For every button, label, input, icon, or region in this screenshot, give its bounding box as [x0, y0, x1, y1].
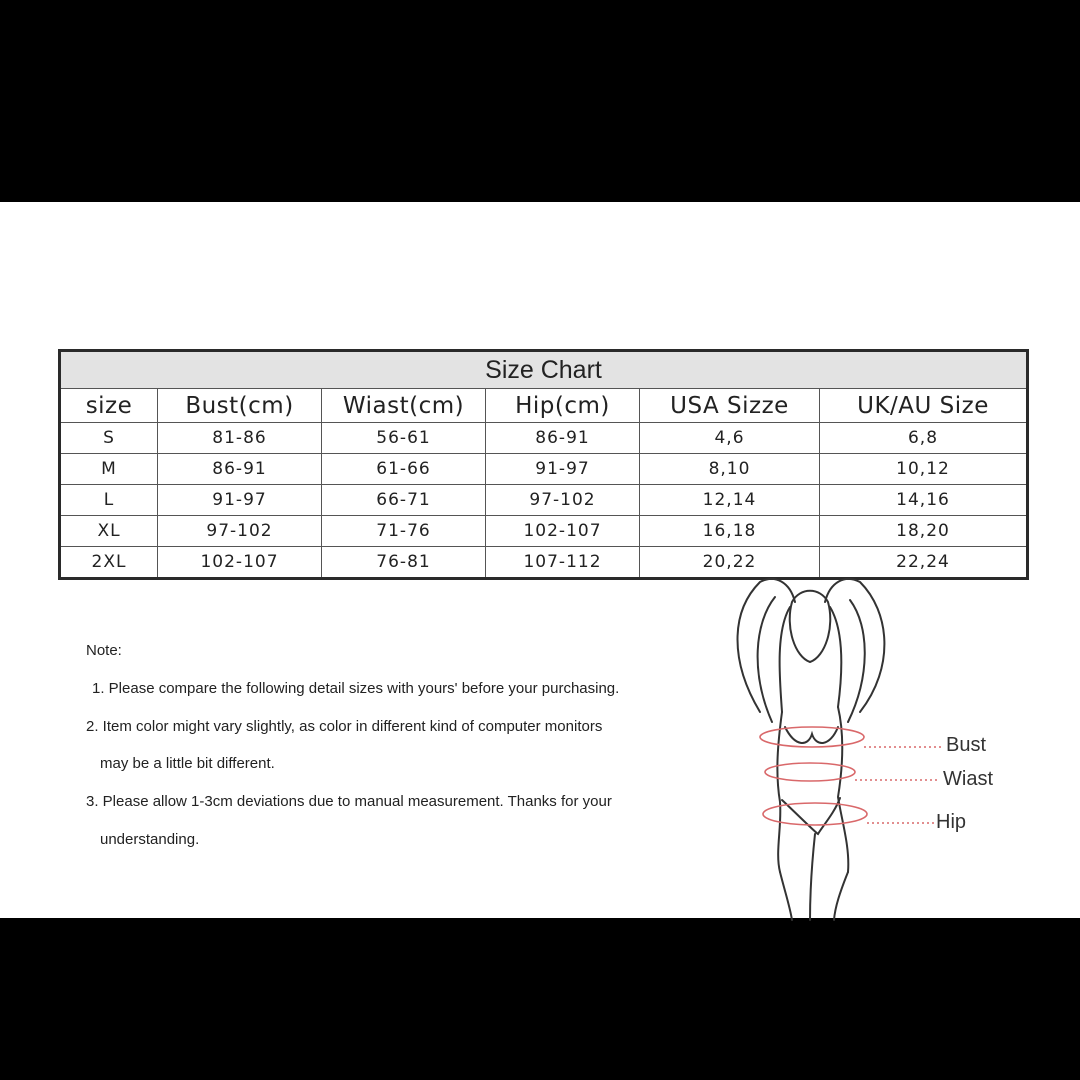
size-chart-table	[58, 349, 1029, 580]
cell-size: M	[60, 454, 158, 485]
hip-measure-ellipse	[763, 803, 867, 825]
bikini-top	[785, 727, 838, 743]
cell-hip: 86-91	[486, 423, 640, 454]
table-title-row	[60, 351, 1028, 389]
legs-outline	[780, 834, 848, 920]
cell-bust: 102-107	[158, 547, 322, 579]
right-arm-inner	[848, 600, 865, 722]
waist-label: Wiast	[943, 768, 993, 790]
header-uk-au-size: UK/AU Size	[820, 389, 1028, 423]
table-row	[60, 454, 1028, 485]
hip-label: Hip	[936, 811, 967, 833]
cell-uk-au-size: 14,16	[820, 485, 1028, 516]
notes-heading: Note:	[86, 642, 122, 659]
note-item-3-continued: understanding.	[100, 831, 200, 848]
cell-waist: 76-81	[322, 547, 486, 579]
note-item-1: 1. Please compare the following detail sizes with yours' before your purchasing.	[92, 680, 620, 697]
table-title: Size Chart	[60, 351, 1028, 389]
cell-uk-au-size: 10,12	[820, 454, 1028, 485]
cell-waist: 56-61	[322, 423, 486, 454]
cell-size: L	[60, 485, 158, 516]
header-hip: Hip(cm)	[486, 389, 640, 423]
cell-bust: 86-91	[158, 454, 322, 485]
cell-hip: 97-102	[486, 485, 640, 516]
header-bust: Bust(cm)	[158, 389, 322, 423]
header-waist: Wiast(cm)	[322, 389, 486, 423]
cell-uk-au-size: 6,8	[820, 423, 1028, 454]
size-chart-panel	[0, 202, 1080, 918]
table-header-row	[60, 389, 1028, 423]
left-arm-outline	[738, 579, 796, 712]
cell-usa-size: 12,14	[640, 485, 820, 516]
cell-hip: 91-97	[486, 454, 640, 485]
cell-bust: 91-97	[158, 485, 322, 516]
note-item-3: 3. Please allow 1-3cm deviations due to manual measurement. Thanks for your	[86, 793, 612, 810]
bust-measure-ellipse	[760, 727, 864, 747]
left-arm-inner	[758, 597, 775, 722]
right-arm-outline	[825, 579, 884, 712]
cell-bust: 81-86	[158, 423, 322, 454]
note-item-2-continued: may be a little bit different.	[100, 755, 275, 772]
cell-hip: 102-107	[486, 516, 640, 547]
cell-size: S	[60, 423, 158, 454]
cell-uk-au-size: 18,20	[820, 516, 1028, 547]
cell-usa-size: 16,18	[640, 516, 820, 547]
cell-waist: 71-76	[322, 516, 486, 547]
bust-label: Bust	[946, 734, 987, 756]
cell-size: 2XL	[60, 547, 158, 579]
cell-uk-au-size: 22,24	[820, 547, 1028, 579]
cell-waist: 61-66	[322, 454, 486, 485]
cell-usa-size: 8,10	[640, 454, 820, 485]
note-item-2: 2. Item color might vary slightly, as color in different kind of computer monitors	[86, 718, 603, 735]
cell-size: XL	[60, 516, 158, 547]
header-usa-size: USA Sizze	[640, 389, 820, 423]
cell-bust: 97-102	[158, 516, 322, 547]
cell-usa-size: 20,22	[640, 547, 820, 579]
header-size: size	[60, 389, 158, 423]
table-row	[60, 485, 1028, 516]
table-row	[60, 423, 1028, 454]
torso-right-outline	[838, 707, 848, 872]
torso-left-outline	[777, 712, 782, 872]
cell-waist: 66-71	[322, 485, 486, 516]
table-row	[60, 516, 1028, 547]
cell-hip: 107-112	[486, 547, 640, 579]
cell-usa-size: 4,6	[640, 423, 820, 454]
